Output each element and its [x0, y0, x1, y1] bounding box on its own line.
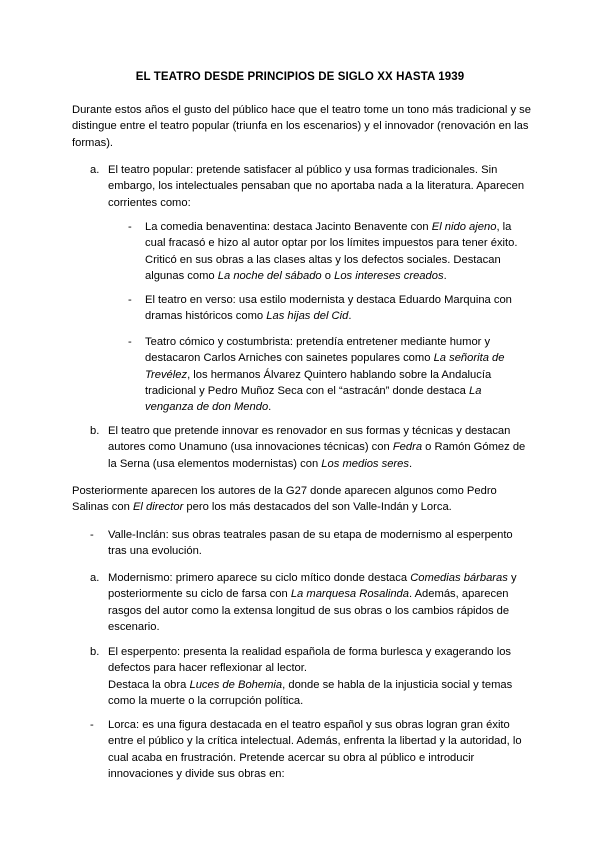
list-item-comedia-benaventina: La comedia benaventina: destaca Jacinto Benavente con El nido ajeno, la cual fracasó e hizo al autor optar por los límites impuestos para tener éxito. Criticó en sus obras a las clases altas y los defectos sociales. Destacan algunas como La noche del sábado o Los intereses creados.: [145, 221, 518, 282]
list-marker-a: a.: [90, 572, 100, 584]
list-item-teatro-verso: El teatro en verso: usa estilo modernista y destaca Eduardo Marquina con dramas históricos como Las hijas del Cid.: [145, 294, 512, 323]
intro-paragraph: Durante estos años el gusto del público hace que el teatro tome un tono más tradicional y se distingue entre el teatro popular (triunfa en los escenarios) y el innovador (renovación en las formas).: [72, 104, 531, 149]
list-marker-a: a.: [90, 164, 100, 176]
lorca-item: Lorca: es una figura destacada en el teatro español y sus obras logran gran éxito entre el público y la crítica intelectual. Además, enfrenta la libertad y la autoridad, lo cual acaba en frustración. Pretende acercar su obra al público e introducir innovaciones y divide sus obras en:: [108, 719, 522, 780]
esperpento-item: El esperpento: presenta la realidad española de forma burlesca y exagerando los defectos para hacer reflexionar al lector. Destaca la obra Luces de Bohemia, donde se habla de la injusticia social y temas como la muerte o la corrupción política.: [108, 646, 513, 707]
bullet-marker: -: [128, 221, 132, 233]
modernismo-item: Modernismo: primero aparece su ciclo mítico donde destaca Comedias bárbaras y posteriormente su ciclo de farsa con La marquesa Rosalinda. Además, aparecen rasgos del autor como la extensa longitud de sus obras o los cambios rápidos de escenario.: [108, 572, 517, 633]
list-item-teatro-comico: Teatro cómico y costumbrista: pretendía entretener mediante humor y destacaron Carlos Arniches con sainetes populares como La señorita de Trevélez, los hermanos Álvarez Quintero hablando sobre la Andalucía tradicional y Pedro Muñoz Seca con el “astracán” donde destaca La venganza de don Mendo.: [145, 336, 505, 414]
bullet-marker: -: [90, 529, 94, 541]
document-title: EL TEATRO DESDE PRINCIPIOS DE SIGLO XX HASTA 1939: [135, 71, 465, 83]
later-paragraph: Posteriormente aparecen los autores de la G27 donde aparecen algunos como Pedro Salinas con El director pero los más destacados del son Valle-Indán y Lorca.: [72, 485, 497, 514]
bullet-marker: -: [90, 719, 94, 731]
bullet-marker: -: [128, 294, 132, 306]
list-marker-b: b.: [90, 646, 100, 658]
section-b-text: El teatro que pretende innovar es renovador en sus formas y técnicas y destacan autores como Unamuno (usa innovaciones técnicas) con Fedra o Ramón Gómez de la Serna (usa elementos modernistas) con Los medios seres.: [108, 425, 526, 470]
list-marker-b: b.: [90, 425, 100, 437]
valle-inclan-item: Valle-Inclán: sus obras teatrales pasan de su etapa de modernismo al esperpento tras una evolución.: [108, 529, 513, 558]
section-a-text: El teatro popular: pretende satisfacer al público y usa formas tradicionales. Sin embargo, los intelectuales pensaban que no aportaba nada a la literatura. Aparecen corrientes como:: [108, 164, 525, 209]
bullet-marker: -: [128, 336, 132, 348]
